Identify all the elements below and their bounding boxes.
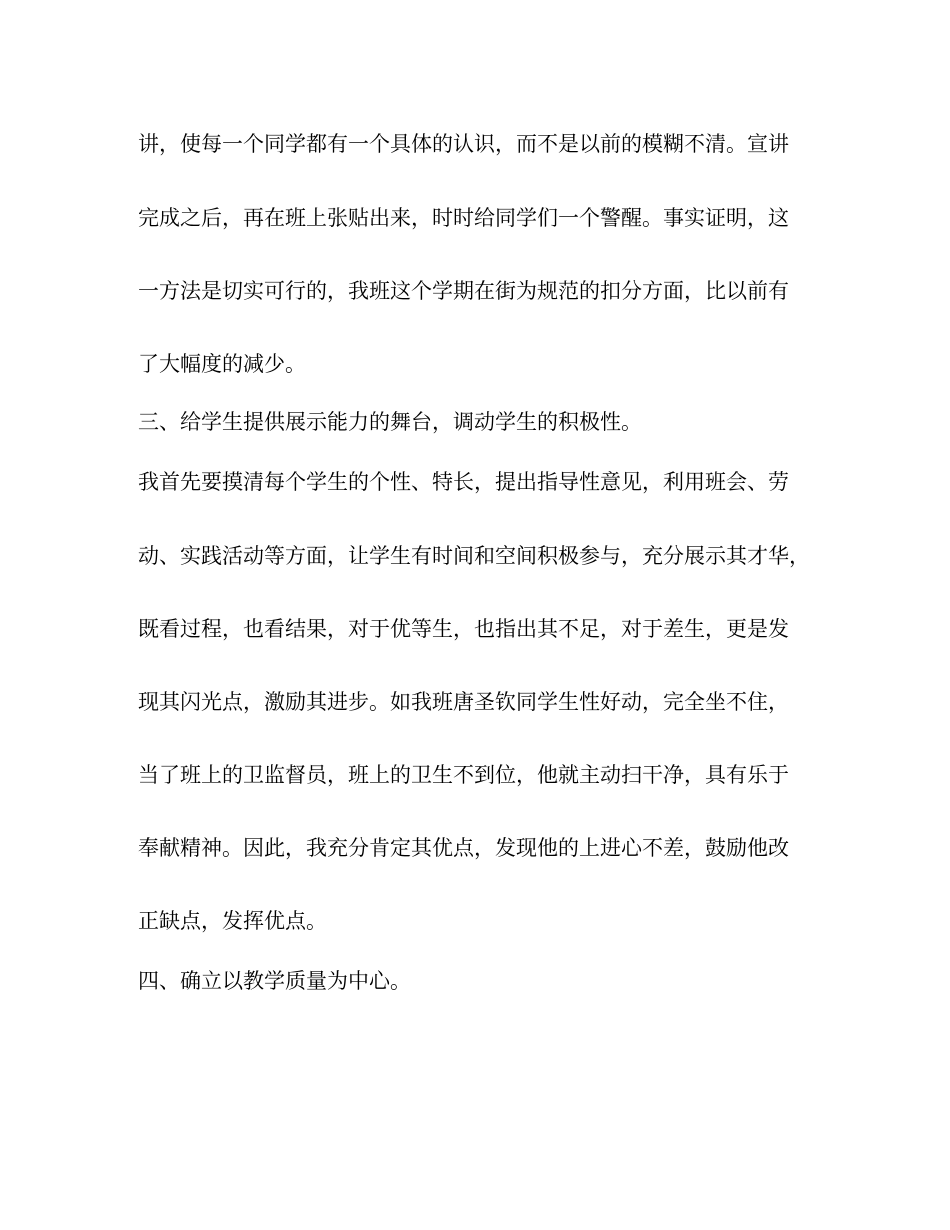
body-text-line: 了大幅度的减少。 — [138, 352, 306, 376]
body-text-line: 完成之后，再在班上张贴出来，时时给同学们一个警醒。事实证明，这 — [138, 206, 789, 230]
body-text-line: 奉献精神。因此，我充分肯定其优点，发现他的上进心不差，鼓励他改 — [138, 836, 789, 860]
body-text-line: 现其闪光点，激励其进步。如我班唐圣钦同学生性好动，完全坐不住， — [138, 690, 789, 714]
section-heading: 四、确立以教学质量为中心。 — [138, 969, 411, 993]
body-text-line: 既看过程，也看结果，对于优等生，也指出其不足，对于差生，更是发 — [138, 617, 789, 641]
body-text-line: 动、实践活动等方面，让学生有时间和空间积极参与，充分展示其才华， — [138, 544, 810, 568]
body-text-line: 一方法是切实可行的，我班这个学期在街为规范的扣分方面，比以前有 — [138, 279, 789, 303]
body-text-line: 讲，使每一个同学都有一个具体的认识，而不是以前的模糊不清。宣讲 — [138, 132, 789, 156]
body-text-line: 我首先要摸清每个学生的个性、特长，提出指导性意见，利用班会、劳 — [138, 470, 789, 494]
body-text-line: 正缺点，发挥优点。 — [138, 909, 327, 933]
body-text-line: 当了班上的卫监督员，班上的卫生不到位，他就主动扫干净，具有乐于 — [138, 763, 789, 787]
section-heading: 三、给学生提供展示能力的舞台，调动学生的积极性。 — [138, 410, 642, 434]
